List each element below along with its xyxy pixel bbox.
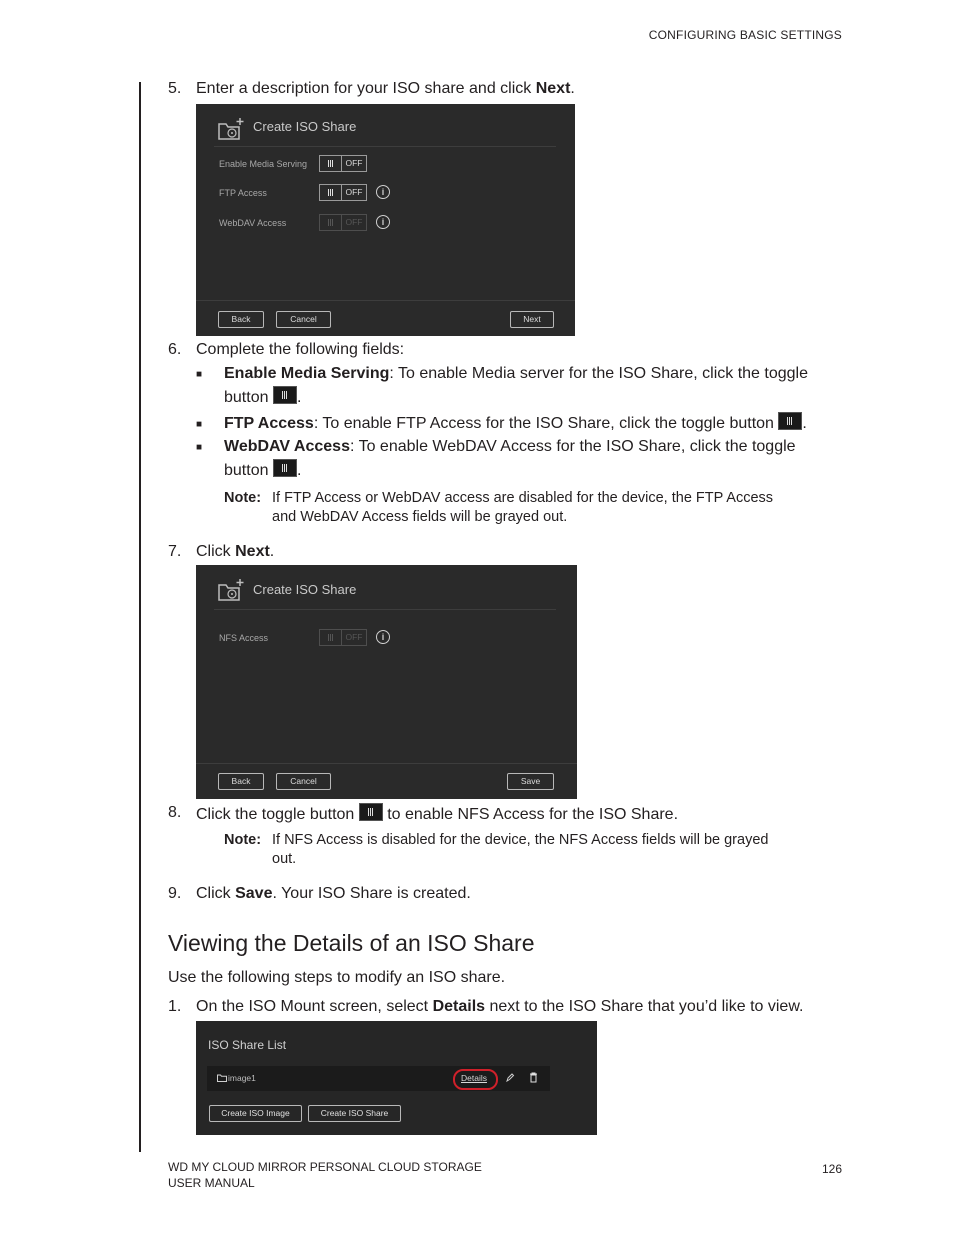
back-button[interactable]: Back bbox=[218, 773, 264, 790]
details-link[interactable]: Details bbox=[461, 1073, 487, 1083]
step-text bbox=[196, 997, 803, 1017]
step-text: Complete the following fields: bbox=[196, 341, 405, 358]
bullet-marker: ■ bbox=[196, 442, 203, 453]
field-label-webdav: WebDAV Access bbox=[219, 218, 287, 228]
create-iso-share-screenshot-1 bbox=[196, 104, 575, 336]
footer-divider bbox=[196, 763, 577, 764]
section-heading: Viewing the Details of an ISO Share bbox=[168, 930, 535, 956]
dialog-title: Create ISO Share bbox=[253, 119, 357, 134]
step-text-post: . bbox=[570, 80, 575, 97]
divider bbox=[214, 609, 556, 610]
bullet-bold: WebDAV Access bbox=[224, 438, 350, 455]
step-text-post: next to the ISO Share that you’d like to view. bbox=[485, 998, 804, 1015]
bullet-body: : To enable WebDAV Access for the ISO Share, click the toggle button bbox=[224, 438, 796, 479]
step-number: 5. bbox=[168, 80, 182, 97]
folder-add-icon bbox=[216, 577, 246, 603]
footer-divider bbox=[196, 300, 575, 301]
share-name: image1 bbox=[228, 1073, 256, 1083]
iso-share-list-screenshot bbox=[196, 1021, 597, 1135]
edit-pencil-icon[interactable] bbox=[505, 1072, 515, 1083]
bullet-bold: Enable Media Serving bbox=[224, 365, 390, 382]
nfs-access-toggle[interactable]: OFF bbox=[319, 629, 367, 646]
step-text-bold: Next bbox=[535, 80, 571, 97]
step-text bbox=[196, 542, 274, 562]
bullet-end: . bbox=[802, 415, 807, 432]
create-iso-image-button[interactable]: Create ISO Image bbox=[209, 1105, 302, 1122]
list-title: ISO Share List bbox=[208, 1038, 287, 1052]
cancel-button[interactable]: Cancel bbox=[276, 311, 331, 328]
save-button[interactable]: Save bbox=[507, 773, 554, 790]
create-iso-share-screenshot-2 bbox=[196, 565, 577, 799]
bullet-body: : To enable Media server for the ISO Share, click the toggle button bbox=[224, 365, 808, 406]
step-text-pre: Click the toggle button bbox=[196, 806, 359, 823]
trash-icon[interactable] bbox=[529, 1072, 538, 1083]
step-text-bold: Next bbox=[235, 543, 270, 560]
step-number: 9. bbox=[168, 885, 182, 902]
folder-add-icon bbox=[216, 116, 246, 142]
folder-icon bbox=[217, 1074, 227, 1082]
step-number: 1. bbox=[168, 998, 182, 1015]
bullet-end: . bbox=[296, 462, 302, 479]
toggle-button-icon bbox=[273, 386, 297, 404]
note-text: If FTP Access or WebDAV access are disabled for the device, the FTP Access and WebDAV Access fields will be grayed out. bbox=[272, 490, 774, 525]
field-label-nfs: NFS Access bbox=[219, 633, 269, 643]
note-label: Note: bbox=[224, 832, 262, 848]
step-text-post: . bbox=[269, 543, 275, 560]
cancel-button[interactable]: Cancel bbox=[276, 773, 331, 790]
step-text-pre: Click bbox=[196, 543, 236, 560]
media-serving-toggle[interactable]: OFF bbox=[319, 155, 367, 172]
step-text-bold: Details bbox=[432, 998, 486, 1015]
step-text bbox=[196, 884, 471, 904]
field-label-media-serving: Enable Media Serving bbox=[219, 159, 308, 169]
step-number: 6. bbox=[168, 341, 182, 358]
toggle-button-icon bbox=[778, 412, 802, 430]
bullet-text bbox=[224, 362, 844, 410]
bullet-marker: ■ bbox=[196, 419, 203, 430]
bullet-end: . bbox=[296, 389, 302, 406]
dialog-title: Create ISO Share bbox=[253, 582, 357, 597]
step-text bbox=[196, 79, 575, 99]
next-button[interactable]: Next bbox=[510, 311, 554, 328]
note-ftp-webdav bbox=[224, 489, 804, 529]
bullet-bold: FTP Access bbox=[224, 415, 314, 432]
step-text-post: . Your ISO Share is created. bbox=[272, 885, 471, 902]
step-text-bold: Save bbox=[235, 885, 273, 902]
bullet-text bbox=[224, 435, 844, 483]
step-text-pre: Click bbox=[196, 885, 236, 902]
change-bar bbox=[139, 82, 141, 1152]
step-text-post: to enable NFS Access for the ISO Share. bbox=[382, 806, 679, 823]
note-label: Note: bbox=[224, 490, 262, 506]
ftp-access-toggle[interactable]: OFF bbox=[319, 184, 367, 201]
info-icon[interactable]: i bbox=[376, 630, 390, 644]
running-header: CONFIGURING BASIC SETTINGS bbox=[648, 28, 842, 42]
section-intro: Use the following steps to modify an ISO share. bbox=[168, 969, 506, 986]
bullet-body: : To enable FTP Access for the ISO Share, click the toggle button bbox=[313, 415, 779, 432]
back-button[interactable]: Back bbox=[218, 311, 264, 328]
list-row[interactable] bbox=[207, 1066, 550, 1091]
field-label-ftp: FTP Access bbox=[219, 188, 267, 198]
note-text: If NFS Access is disabled for the device, the NFS Access fields will be grayed out. bbox=[272, 832, 769, 867]
note-nfs bbox=[224, 831, 804, 871]
step-text-pre: On the ISO Mount screen, select bbox=[196, 998, 433, 1015]
footer-line-2: USER MANUAL bbox=[168, 1176, 255, 1190]
info-icon[interactable]: i bbox=[376, 215, 390, 229]
step-number: 7. bbox=[168, 543, 182, 560]
divider bbox=[214, 146, 556, 147]
webdav-access-toggle[interactable]: OFF bbox=[319, 214, 367, 231]
bullet-marker: ■ bbox=[196, 369, 203, 380]
footer-line-1: WD MY CLOUD MIRROR PERSONAL CLOUD STORAGE bbox=[168, 1160, 482, 1174]
step-text bbox=[196, 803, 678, 825]
info-icon[interactable]: i bbox=[376, 185, 390, 199]
step-text-pre: Enter a description for your ISO share and click bbox=[196, 80, 536, 97]
step-number: 8. bbox=[168, 804, 182, 821]
page-number: 126 bbox=[821, 1162, 842, 1176]
toggle-button-icon bbox=[359, 803, 383, 821]
bullet-text bbox=[224, 412, 864, 436]
toggle-button-icon bbox=[273, 459, 297, 477]
footer-title bbox=[168, 1159, 482, 1191]
create-iso-share-button[interactable]: Create ISO Share bbox=[308, 1105, 401, 1122]
